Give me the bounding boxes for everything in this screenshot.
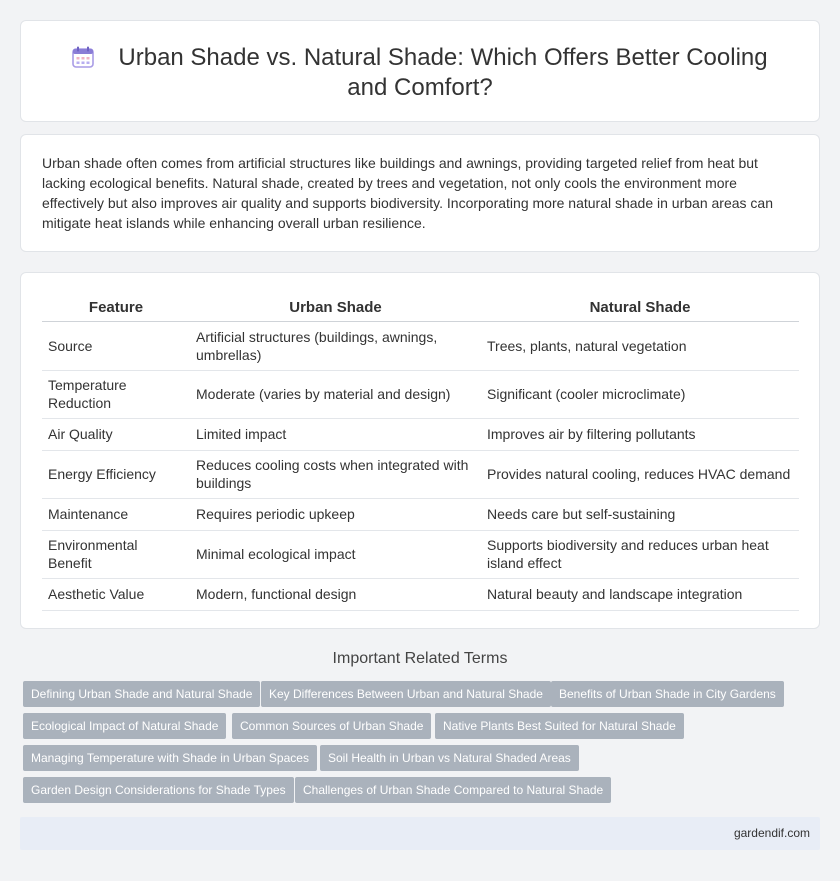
page-title-wrap (61, 43, 779, 103)
intro-card (20, 134, 820, 252)
table-cell: Improves air by filtering pollutants (481, 418, 799, 450)
table-cell: Trees, plants, natural vegetation (481, 321, 799, 370)
table-row (42, 498, 799, 530)
table-row (42, 370, 799, 418)
table-cell: Energy Efficiency (42, 450, 190, 498)
related-term-tag[interactable]: Ecological Impact of Natural Shade (23, 713, 226, 739)
table-cell: Environmental Benefit (42, 530, 190, 578)
table-cell: Source (42, 321, 190, 370)
related-term-tag[interactable]: Key Differences Between Urban and Natural Shade (261, 681, 551, 707)
table-cell: Requires periodic upkeep (190, 498, 481, 530)
related-term-tag[interactable]: Soil Health in Urban vs Natural Shaded Areas (320, 745, 579, 771)
column-header-urban-shade: Urban Shade (190, 295, 481, 321)
table-row (42, 450, 799, 498)
related-term-tag[interactable]: Benefits of Urban Shade in City Gardens (551, 681, 784, 707)
footer (20, 817, 820, 850)
table-row (42, 418, 799, 450)
table-cell: Aesthetic Value (42, 578, 190, 610)
related-term-tag[interactable]: Common Sources of Urban Shade (232, 713, 431, 739)
table-cell: Significant (cooler microclimate) (481, 370, 799, 418)
table-row (42, 530, 799, 578)
related-term-tag[interactable]: Managing Temperature with Shade in Urban Spaces (23, 745, 317, 771)
table-cell: Reduces cooling costs when integrated with buildings (190, 450, 481, 498)
table-cell: Supports biodiversity and reduces urban heat island effect (481, 530, 799, 578)
table-cell: Modern, functional design (190, 578, 481, 610)
table-cell: Air Quality (42, 418, 190, 450)
comparison-card (20, 272, 820, 629)
related-term-tag[interactable]: Native Plants Best Suited for Natural Shade (435, 713, 684, 739)
column-header-natural-shade: Natural Shade (481, 295, 799, 321)
related-term-tag[interactable]: Challenges of Urban Shade Compared to Natural Shade (295, 777, 611, 803)
table-cell: Maintenance (42, 498, 190, 530)
column-header-feature: Feature (42, 295, 190, 321)
table-cell: Artificial structures (buildings, awnings, umbrellas) (190, 321, 481, 370)
table-cell: Needs care but self-sustaining (481, 498, 799, 530)
table-cell: Provides natural cooling, reduces HVAC demand (481, 450, 799, 498)
footer-site-name: gardendif.com (733, 826, 810, 840)
table-cell: Natural beauty and landscape integration (481, 578, 799, 610)
table-row (42, 321, 799, 370)
table-cell: Limited impact (190, 418, 481, 450)
comparison-table (42, 295, 799, 611)
table-cell: Minimal ecological impact (190, 530, 481, 578)
intro-paragraph: Urban shade often comes from artificial structures like buildings and awnings, providing targeted relief from heat but lacking ecological benefits. Natural shade, created by trees and vegetation, not only cools the environment more effectively but also improves air quality and supports biodiversity. Incorporating more natural shade in urban areas can mitigate heat islands while enhancing overall urban resilience. (42, 155, 773, 231)
table-row (42, 578, 799, 610)
table-cell: Moderate (varies by material and design) (190, 370, 481, 418)
related-term-tag[interactable]: Garden Design Considerations for Shade Types (23, 777, 294, 803)
related-terms-heading: Important Related Terms (332, 650, 508, 667)
calendar-icon (72, 46, 94, 68)
page-title: Urban Shade vs. Natural Shade: Which Offers Better Cooling and Comfort? (118, 44, 768, 101)
related-term-tag[interactable]: Defining Urban Shade and Natural Shade (23, 681, 260, 707)
title-card (20, 20, 820, 122)
table-header-row (42, 295, 799, 321)
table-cell: Temperature Reduction (42, 370, 190, 418)
